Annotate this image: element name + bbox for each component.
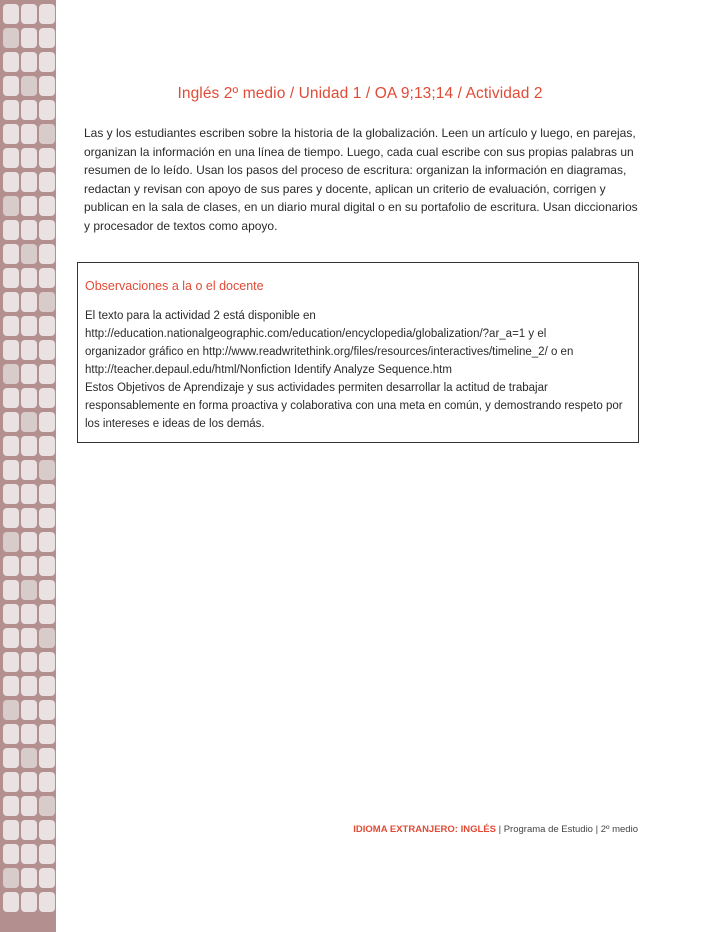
strip-cell bbox=[3, 844, 19, 864]
strip-cell bbox=[3, 604, 19, 624]
strip-cell bbox=[3, 556, 19, 576]
strip-cell bbox=[3, 580, 19, 600]
strip-cell bbox=[3, 484, 19, 504]
strip-cell bbox=[39, 412, 55, 432]
strip-cell bbox=[3, 220, 19, 240]
observations-heading: Observaciones a la o el docente bbox=[85, 279, 264, 293]
strip-cell bbox=[21, 364, 37, 384]
observation-learning-objectives: Estos Objetivos de Aprendizaje y sus actividades permiten desarrollar la actitud de trabajar responsablemente en forma proactiva y colaborativa con una meta en común, y demostrando respeto por los intereses e ideas de los demás. bbox=[85, 382, 623, 430]
page-title: Inglés 2º medio / Unidad 1 / OA 9;13;14 / Actividad 2 bbox=[177, 85, 543, 102]
strip-cell bbox=[3, 364, 19, 384]
decorative-side-strip bbox=[0, 0, 56, 932]
observation-link-organizer[interactable]: organizador gráfico en http://www.readwritethink.org/files/resources/interactives/timeline_2/ o en bbox=[85, 346, 574, 358]
strip-cell bbox=[3, 148, 19, 168]
strip-cell bbox=[3, 388, 19, 408]
strip-cell bbox=[21, 892, 37, 912]
strip-cell bbox=[3, 796, 19, 816]
strip-cell bbox=[21, 604, 37, 624]
strip-cell bbox=[21, 652, 37, 672]
strip-cell bbox=[21, 508, 37, 528]
strip-cell bbox=[39, 28, 55, 48]
strip-cell bbox=[39, 460, 55, 480]
strip-cell bbox=[3, 460, 19, 480]
strip-cell bbox=[3, 508, 19, 528]
strip-cell bbox=[21, 676, 37, 696]
strip-cell bbox=[21, 844, 37, 864]
strip-cell bbox=[39, 52, 55, 72]
strip-cell bbox=[3, 244, 19, 264]
strip-cell bbox=[21, 580, 37, 600]
strip-cell bbox=[3, 28, 19, 48]
strip-cell bbox=[3, 76, 19, 96]
strip-cell bbox=[39, 436, 55, 456]
strip-cell bbox=[3, 4, 19, 24]
teacher-observations-box bbox=[77, 262, 639, 443]
strip-cell bbox=[39, 364, 55, 384]
strip-cell bbox=[39, 316, 55, 336]
strip-cell bbox=[21, 148, 37, 168]
strip-cell bbox=[3, 316, 19, 336]
strip-cell bbox=[21, 340, 37, 360]
strip-cell bbox=[3, 748, 19, 768]
strip-cell bbox=[21, 124, 37, 144]
strip-cell bbox=[21, 4, 37, 24]
strip-cell bbox=[21, 748, 37, 768]
strip-cell bbox=[3, 772, 19, 792]
strip-cell bbox=[39, 4, 55, 24]
strip-cell bbox=[3, 628, 19, 648]
strip-cell bbox=[3, 436, 19, 456]
observation-link-article[interactable]: http://education.nationalgeographic.com/education/encyclopedia/globalization/?ar_a=1 y el bbox=[85, 328, 547, 340]
strip-cell bbox=[21, 460, 37, 480]
strip-cell bbox=[3, 820, 19, 840]
strip-cell bbox=[21, 532, 37, 552]
strip-cell bbox=[39, 580, 55, 600]
strip-cell bbox=[39, 556, 55, 576]
activity-description: Las y los estudiantes escriben sobre la historia de la globalización. Leen un artículo y luego, en parejas, organizan la información en una línea de tiempo. Luego, cada cual escribe con sus propias palabras un resumen de lo leído. Usan los pasos del proceso de escritura: organizan la información en diagramas, redactan y revisan con apoyo de sus pares y docente, aplican un criterio de evaluación, corrigen y publican en la sala de clases, en un diario mural digital o en su portafolio de escritura. Usan diccionarios y procesador de textos como apoyo. bbox=[84, 126, 638, 233]
observation-text-source: El texto para la actividad 2 está disponible en bbox=[85, 310, 316, 322]
strip-cell bbox=[39, 868, 55, 888]
strip-cell bbox=[3, 340, 19, 360]
strip-cell bbox=[21, 796, 37, 816]
strip-cell bbox=[21, 772, 37, 792]
strip-cell bbox=[21, 820, 37, 840]
strip-cell bbox=[39, 676, 55, 696]
strip-cell bbox=[39, 244, 55, 264]
strip-cell bbox=[3, 52, 19, 72]
strip-cell bbox=[3, 868, 19, 888]
strip-cell bbox=[3, 652, 19, 672]
strip-cell bbox=[21, 436, 37, 456]
strip-cell bbox=[21, 292, 37, 312]
strip-cell bbox=[39, 76, 55, 96]
footer-separator: | bbox=[495, 824, 504, 835]
strip-cell bbox=[39, 220, 55, 240]
strip-cell bbox=[21, 76, 37, 96]
strip-cell bbox=[39, 628, 55, 648]
strip-cell bbox=[39, 796, 55, 816]
strip-cell bbox=[39, 532, 55, 552]
strip-cell bbox=[21, 196, 37, 216]
footer-subject: IDIOMA EXTRANJERO: INGLÉS bbox=[353, 824, 496, 835]
strip-cell bbox=[3, 172, 19, 192]
strip-cell bbox=[3, 124, 19, 144]
strip-cell bbox=[3, 100, 19, 120]
strip-cell bbox=[21, 700, 37, 720]
strip-cell bbox=[3, 532, 19, 552]
strip-cell bbox=[3, 676, 19, 696]
strip-cell bbox=[39, 196, 55, 216]
strip-cell bbox=[21, 100, 37, 120]
footer-grade: 2º medio bbox=[600, 824, 638, 835]
strip-cell bbox=[21, 724, 37, 744]
strip-cell bbox=[39, 748, 55, 768]
strip-cell bbox=[21, 412, 37, 432]
strip-cell bbox=[21, 484, 37, 504]
strip-cell bbox=[39, 148, 55, 168]
strip-cell bbox=[39, 388, 55, 408]
strip-cell bbox=[21, 220, 37, 240]
page-footer bbox=[300, 824, 638, 835]
strip-cell bbox=[21, 28, 37, 48]
strip-cell bbox=[39, 340, 55, 360]
strip-cell bbox=[3, 700, 19, 720]
strip-cell bbox=[39, 652, 55, 672]
strip-cell bbox=[21, 388, 37, 408]
strip-cell bbox=[3, 892, 19, 912]
strip-cell bbox=[21, 172, 37, 192]
footer-program: Programa de Estudio bbox=[503, 824, 593, 835]
strip-cell bbox=[21, 244, 37, 264]
strip-cell bbox=[39, 892, 55, 912]
strip-cell bbox=[21, 628, 37, 648]
strip-cell bbox=[39, 508, 55, 528]
strip-cell bbox=[39, 724, 55, 744]
strip-cell bbox=[3, 196, 19, 216]
observation-link-depaul[interactable]: http://teacher.depaul.edu/html/Nonfiction Identify Analyze Sequence.htm bbox=[85, 364, 452, 376]
footer-separator: | bbox=[592, 824, 601, 835]
strip-cell bbox=[39, 100, 55, 120]
strip-cell bbox=[3, 268, 19, 288]
strip-cell bbox=[39, 604, 55, 624]
strip-cell bbox=[39, 700, 55, 720]
strip-cell bbox=[39, 292, 55, 312]
strip-cell bbox=[3, 412, 19, 432]
strip-cell bbox=[39, 172, 55, 192]
strip-cell bbox=[21, 868, 37, 888]
strip-cell bbox=[39, 772, 55, 792]
strip-cell bbox=[3, 724, 19, 744]
strip-cell bbox=[39, 268, 55, 288]
strip-cell bbox=[39, 484, 55, 504]
strip-cell bbox=[39, 124, 55, 144]
strip-cell bbox=[39, 844, 55, 864]
strip-cell bbox=[21, 556, 37, 576]
strip-cell bbox=[21, 268, 37, 288]
strip-cell bbox=[21, 52, 37, 72]
strip-cell bbox=[3, 292, 19, 312]
strip-cell bbox=[21, 316, 37, 336]
observations-body bbox=[85, 307, 633, 433]
strip-cell bbox=[39, 820, 55, 840]
